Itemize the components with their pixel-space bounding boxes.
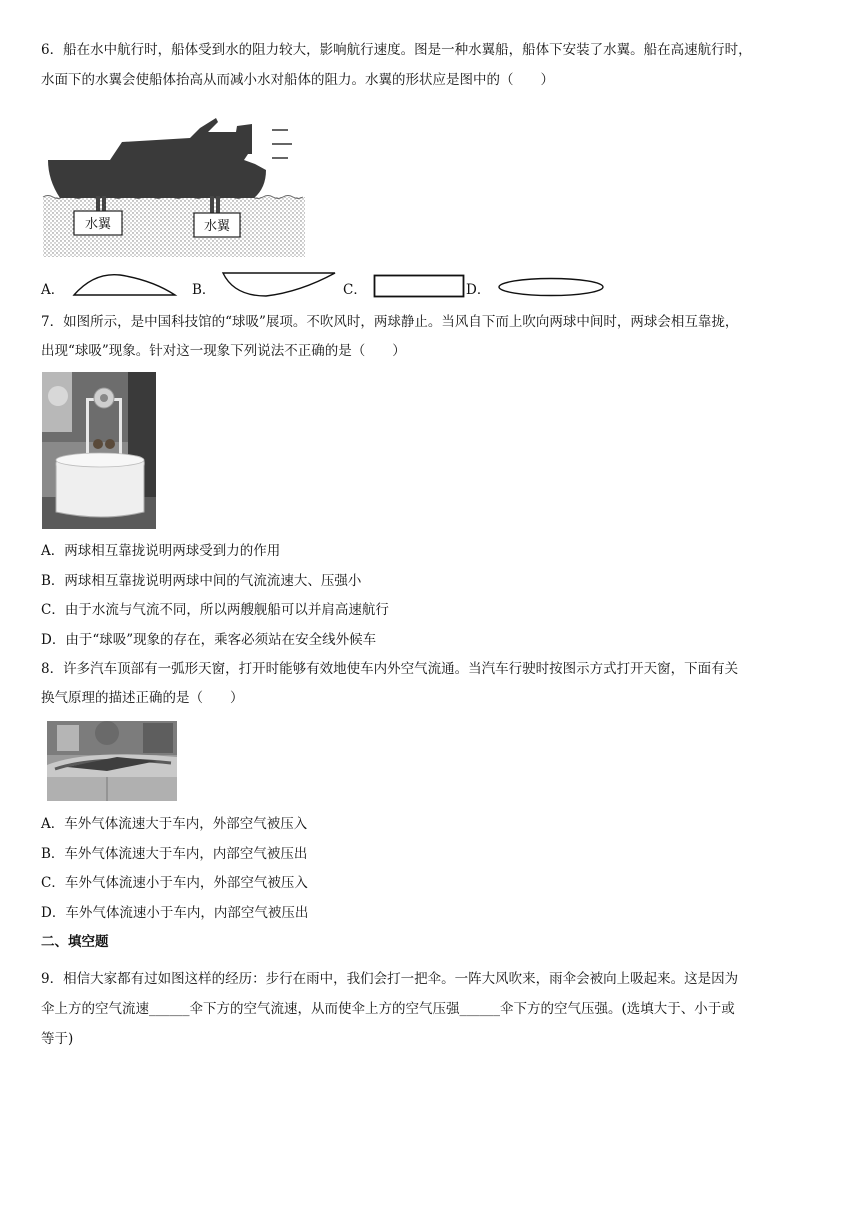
q6-option-a-label: A． — [41, 282, 65, 298]
q8-option-b: B．车外气体流速大于车内，内部空气被压出 — [41, 846, 308, 862]
shape-b-inverted-airfoil — [220, 270, 338, 300]
car-sunroof-photo — [47, 721, 177, 801]
q6-option-c-label: C． — [343, 282, 367, 298]
q7-option-d: D．由于“球吸”现象的存在，乘客必须站在安全线外候车 — [41, 632, 377, 648]
q6-text-line1: 6．船在水中航行时，船体受到水的阻力较大，影响航行速度。图是一种水翼船，船体下安装了水翼。船在高速航行时， — [41, 42, 752, 58]
q7-text-line1: 7．如图所示，是中国科技馆的“球吸”展项。不吹风时，两球静止。当风自下而上吹向两球中间时，两球会相互靠拢， — [41, 314, 739, 330]
q8-option-c: C．车外气体流速小于车内，外部空气被压入 — [41, 875, 308, 891]
q9-text-line3: 等于) — [41, 1031, 74, 1047]
section-title-fill-blank: 二、填空题 — [41, 934, 109, 950]
q8-text-line2: 换气原理的描述正确的是（ ） — [41, 690, 244, 706]
hydrofoil-boat-figure — [40, 112, 310, 260]
q8-text-line1: 8．许多汽车顶部有一弧形天窗，打开时能够有效地使车内外空气流通。当汽车行驶时按图示方式打开天窗，下面有关 — [41, 661, 739, 677]
q6-text-line2: 水面下的水翼会使船体抬高从而减小水对船体的阻力。水翼的形状应是图中的（ ） — [41, 72, 554, 88]
hydrofoil-left-label: 水翼 — [84, 217, 112, 232]
ball-suction-exhibit-photo — [42, 372, 156, 529]
q7-option-c: C．由于水流与气流不同，所以两艘舰船可以并肩高速航行 — [41, 602, 389, 618]
q8-option-d: D．车外气体流速小于车内，内部空气被压出 — [41, 905, 309, 921]
q8-option-a: A．车外气体流速大于车内，外部空气被压入 — [41, 816, 308, 832]
boat-hull — [48, 118, 266, 198]
q6-option-d-label: D． — [466, 282, 491, 298]
q7-option-a: A．两球相互靠拢说明两球受到力的作用 — [41, 543, 281, 559]
shape-c-rectangle — [373, 274, 467, 300]
q7-text-line2: 出现“球吸”现象。针对这一现象下列说法不正确的是（ ） — [41, 343, 406, 359]
q9-text-line1: 9．相信大家都有过如图这样的经历：步行在雨中，我们会打一把伞。一阵大风吹来，雨伞会被向上吸起来。这是因为 — [41, 971, 739, 987]
q9-text-line2: 伞上方的空气流速______伞下方的空气流速，从而使伞上方的空气压强______伞下方的空气压强。(选填大于、小于或 — [41, 1001, 735, 1017]
q6-option-b-label: B． — [192, 282, 216, 298]
shape-d-ellipse — [496, 276, 606, 298]
shape-a-airfoil — [72, 272, 178, 298]
hydrofoil-right-label: 水翼 — [203, 219, 231, 234]
q7-option-b: B．两球相互靠拢说明两球中间的气流流速大、压强小 — [41, 573, 362, 589]
